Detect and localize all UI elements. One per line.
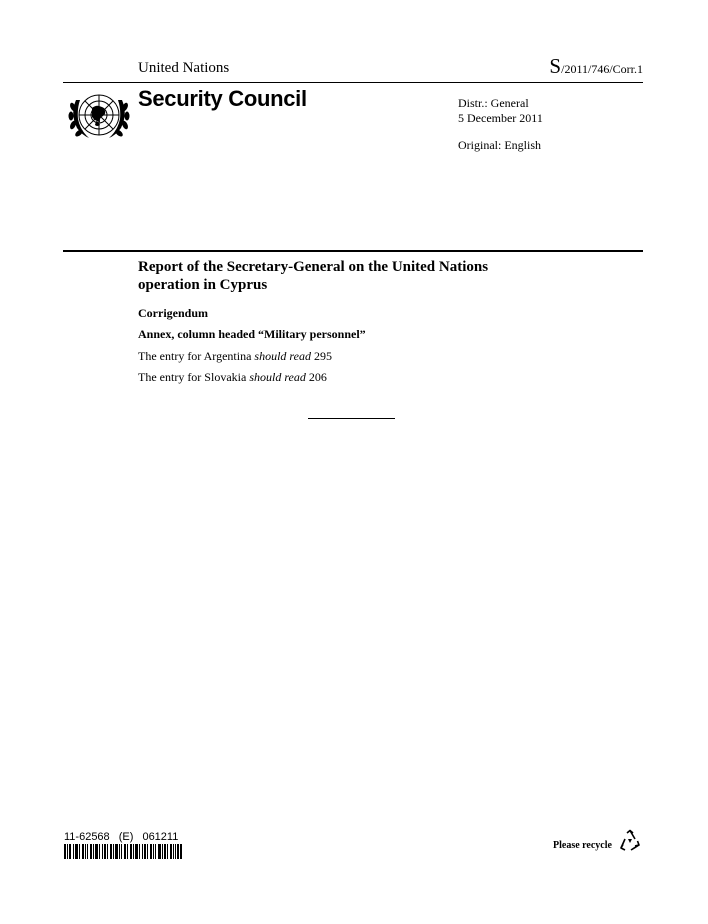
entry-emphasis: should read xyxy=(254,349,311,363)
symbol-prefix: S xyxy=(549,54,562,78)
document-symbol xyxy=(549,54,643,79)
entry-slovakia xyxy=(138,370,327,385)
barcode-icon xyxy=(64,844,182,859)
recycle-icon xyxy=(618,829,642,853)
report-title xyxy=(138,258,558,294)
report-title-line-1: Report of the Secretary-General on the United Nations xyxy=(138,259,489,275)
entry-emphasis: should read xyxy=(249,370,306,384)
issue-date: 5 December 2011 xyxy=(458,110,543,125)
recycle-label: Please recycle xyxy=(553,840,612,851)
end-separator xyxy=(308,418,395,419)
report-title-line-2: operation in Cyprus xyxy=(138,277,268,293)
entry-value: 206 xyxy=(305,370,327,384)
entry-value: 295 xyxy=(310,349,332,363)
corrigendum-label: Corrigendum xyxy=(138,306,208,320)
distribution-status: Distr.: General xyxy=(458,96,529,110)
symbol-number: /2011/746/Corr.1 xyxy=(561,62,643,76)
entry-text: The entry for Argentina xyxy=(138,349,255,363)
entry-text: The entry for Slovakia xyxy=(138,370,250,384)
entry-argentina xyxy=(138,349,332,364)
title-rule xyxy=(63,250,643,252)
organization-name: United Nations xyxy=(138,60,230,76)
original-language: Original: English xyxy=(458,138,541,152)
header-rule xyxy=(63,82,643,83)
distribution-block xyxy=(458,96,543,125)
un-emblem-icon xyxy=(66,88,132,146)
job-number: 11-62568 (E) 061211 xyxy=(64,831,179,843)
council-title: Security Council xyxy=(138,86,307,111)
annex-heading: Annex, column headed “Military personnel” xyxy=(138,327,366,341)
